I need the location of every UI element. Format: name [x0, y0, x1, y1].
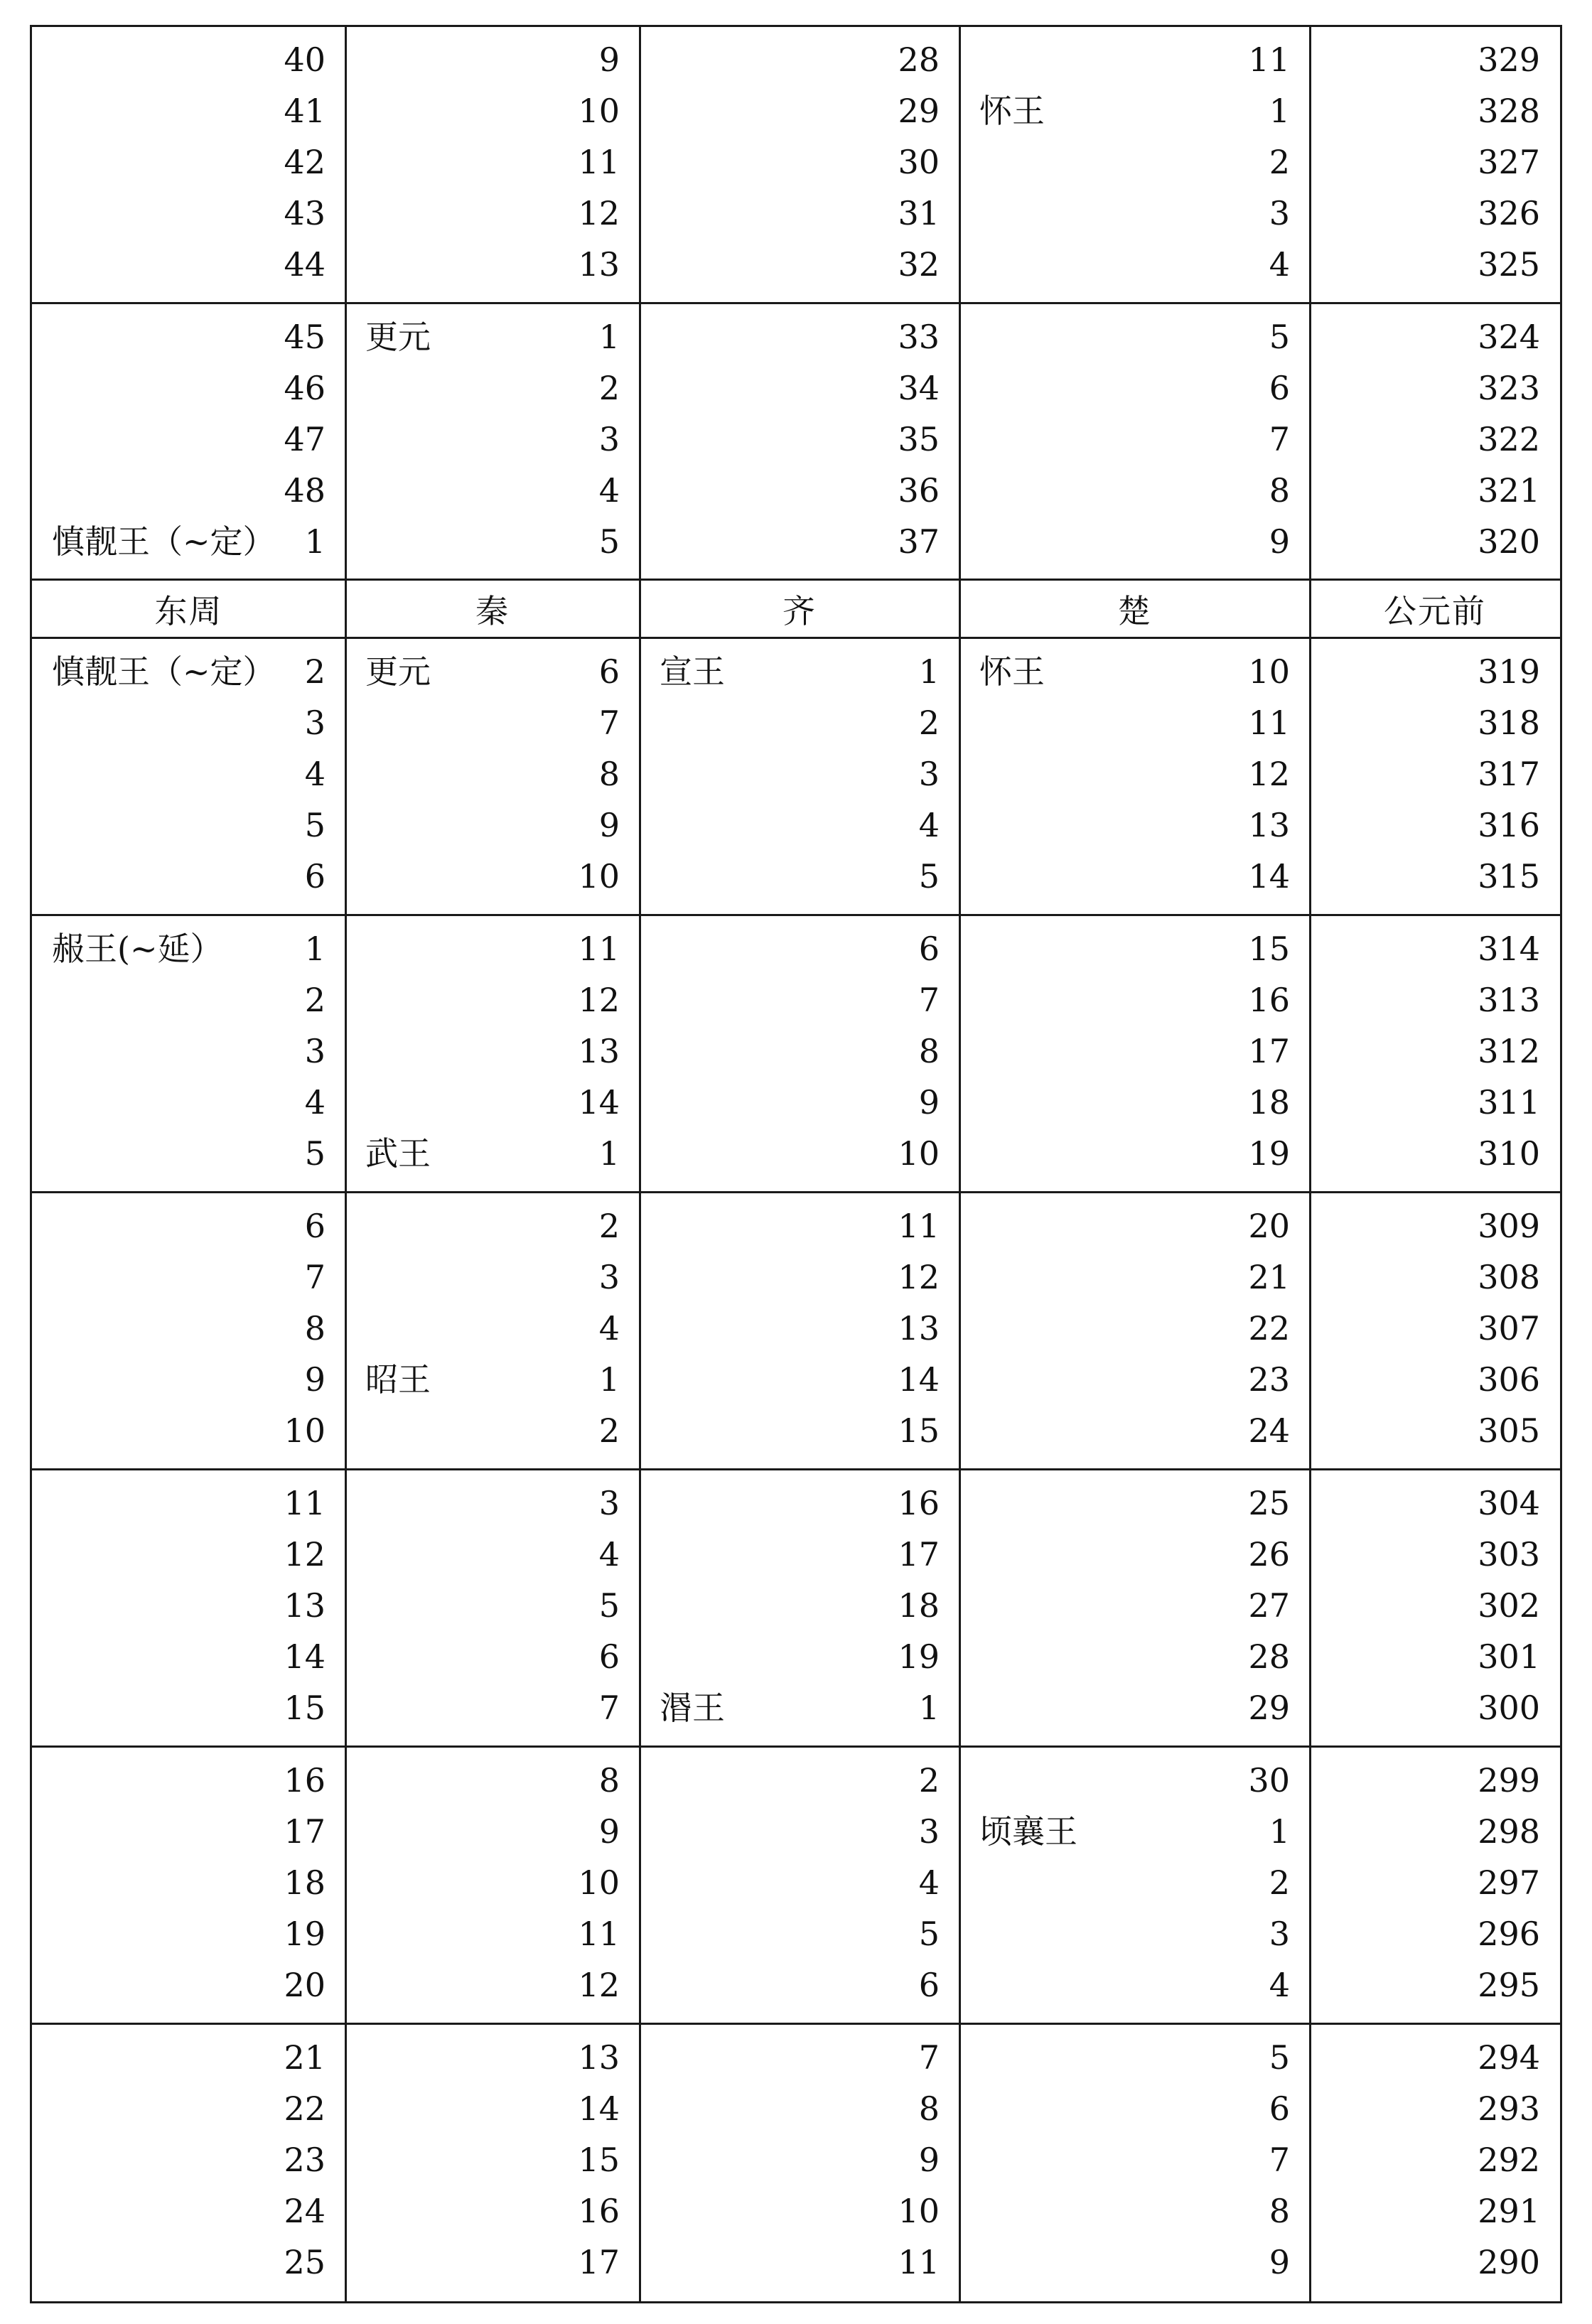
year-number: 43 [284, 194, 326, 232]
year-number: 17 [1248, 1032, 1290, 1070]
year-number: 9 [304, 1360, 326, 1399]
year-number: 25 [1248, 1484, 1290, 1522]
year-number: 15 [1248, 930, 1290, 968]
year-number: 22 [284, 2089, 326, 2128]
year-number: 21 [284, 2038, 326, 2077]
year-number: 4 [598, 1535, 620, 1573]
year-number: 5 [304, 806, 326, 844]
year-number: 4 [598, 1309, 620, 1347]
year-number: 28 [1248, 1637, 1290, 1676]
column-header: 秦 [475, 591, 510, 630]
year-number: 1 [1269, 92, 1290, 130]
header-row [32, 581, 1560, 639]
year-number: 32 [898, 245, 940, 284]
year-block [32, 1470, 1560, 1748]
year-number: 13 [1248, 806, 1290, 844]
year-number: 9 [598, 41, 620, 79]
year-number: 17 [284, 1812, 326, 1851]
year-number: 35 [898, 420, 940, 458]
year-number: 9 [598, 1812, 620, 1851]
year-number: 1 [598, 318, 620, 356]
year-number: 293 [1478, 2089, 1540, 2128]
year-number: 15 [284, 1689, 326, 1727]
year-number: 26 [1248, 1535, 1290, 1573]
year-number: 300 [1478, 1689, 1540, 1727]
reign-name: 湣王 [660, 1689, 725, 1727]
year-number: 7 [918, 2038, 940, 2077]
year-number: 19 [898, 1637, 940, 1676]
year-number: 27 [1248, 1586, 1290, 1625]
year-block [32, 639, 1560, 916]
year-number: 6 [304, 1207, 326, 1245]
year-number: 19 [1248, 1134, 1290, 1173]
year-number: 24 [284, 2192, 326, 2230]
reign-name: 怀王 [979, 652, 1045, 691]
year-number: 1 [304, 930, 326, 968]
year-number: 37 [898, 522, 940, 561]
year-number: 3 [304, 704, 326, 742]
year-number: 4 [918, 1863, 940, 1902]
year-block [32, 1748, 1560, 2025]
column-header: 公元前 [1384, 591, 1486, 630]
year-number: 12 [578, 981, 620, 1019]
year-number: 14 [284, 1637, 326, 1676]
year-number: 308 [1478, 1258, 1540, 1296]
year-number: 10 [578, 92, 620, 130]
year-number: 34 [898, 369, 940, 407]
year-number: 2 [918, 1761, 940, 1800]
year-number: 21 [1248, 1258, 1290, 1296]
reign-name: 更元 [365, 318, 431, 356]
reign-name: 更元 [365, 652, 431, 691]
reign-name: 慎靓王（~定） [52, 522, 276, 561]
year-number: 2 [598, 369, 620, 407]
reign-name: 怀王 [979, 92, 1045, 130]
year-number: 297 [1478, 1863, 1540, 1902]
year-number: 325 [1478, 245, 1540, 284]
year-number: 3 [598, 420, 620, 458]
year-number: 6 [1269, 2089, 1290, 2128]
year-number: 7 [598, 1689, 620, 1727]
year-number: 8 [598, 755, 620, 793]
year-number: 16 [284, 1761, 326, 1800]
year-number: 3 [304, 1032, 326, 1070]
year-number: 2 [1269, 143, 1290, 181]
year-number: 3 [918, 1812, 940, 1851]
year-number: 8 [918, 1032, 940, 1070]
reign-name: 宣王 [660, 652, 725, 691]
year-number: 3 [1269, 194, 1290, 232]
year-number: 326 [1478, 194, 1540, 232]
year-number: 30 [898, 143, 940, 181]
year-number: 23 [284, 2141, 326, 2179]
year-number: 6 [918, 1966, 940, 2004]
year-number: 296 [1478, 1915, 1540, 1953]
year-number: 8 [598, 1761, 620, 1800]
year-number: 290 [1478, 2243, 1540, 2281]
year-number: 9 [918, 2141, 940, 2179]
year-number: 3 [1269, 1915, 1290, 1953]
year-number: 3 [918, 755, 940, 793]
year-number: 302 [1478, 1586, 1540, 1625]
year-number: 2 [598, 1207, 620, 1245]
year-number: 5 [598, 522, 620, 561]
year-number: 311 [1478, 1083, 1540, 1121]
year-number: 1 [918, 652, 940, 691]
year-number: 15 [898, 1411, 940, 1450]
year-number: 10 [284, 1411, 326, 1450]
year-number: 46 [284, 369, 326, 407]
year-number: 30 [1248, 1761, 1290, 1800]
year-number: 8 [304, 1309, 326, 1347]
year-number: 1 [918, 1689, 940, 1727]
column-header: 东周 [154, 591, 223, 630]
chronology-table [30, 25, 1562, 2303]
year-number: 10 [578, 857, 620, 895]
year-number: 4 [1269, 1966, 1290, 2004]
year-number: 298 [1478, 1812, 1540, 1851]
reign-name: 昭王 [365, 1360, 431, 1399]
year-number: 2 [304, 981, 326, 1019]
year-number: 299 [1478, 1761, 1540, 1800]
year-number: 7 [1269, 420, 1290, 458]
year-number: 7 [598, 704, 620, 742]
year-number: 320 [1478, 522, 1540, 561]
year-number: 329 [1478, 41, 1540, 79]
year-number: 5 [598, 1586, 620, 1625]
year-number: 1 [304, 522, 326, 561]
year-number: 309 [1478, 1207, 1540, 1245]
year-number: 4 [304, 1083, 326, 1121]
year-number: 295 [1478, 1966, 1540, 2004]
year-block [32, 2025, 1560, 2301]
year-number: 12 [578, 194, 620, 232]
year-number: 14 [578, 1083, 620, 1121]
year-number: 9 [918, 1083, 940, 1121]
year-block [32, 27, 1560, 304]
year-number: 6 [598, 1637, 620, 1676]
year-number: 307 [1478, 1309, 1540, 1347]
year-number: 305 [1478, 1411, 1540, 1450]
year-number: 13 [578, 245, 620, 284]
year-number: 314 [1478, 930, 1540, 968]
year-number: 11 [898, 1207, 940, 1245]
year-number: 14 [1248, 857, 1290, 895]
year-number: 17 [898, 1535, 940, 1573]
year-number: 9 [1269, 2243, 1290, 2281]
year-number: 28 [898, 41, 940, 79]
year-number: 322 [1478, 420, 1540, 458]
year-number: 20 [1248, 1207, 1290, 1245]
year-number: 10 [1248, 652, 1290, 691]
year-number: 319 [1478, 652, 1540, 691]
year-number: 323 [1478, 369, 1540, 407]
year-number: 11 [1248, 704, 1290, 742]
year-number: 4 [1269, 245, 1290, 284]
year-number: 12 [898, 1258, 940, 1296]
year-number: 301 [1478, 1637, 1540, 1676]
year-number: 12 [578, 1966, 620, 2004]
year-number: 13 [284, 1586, 326, 1625]
year-number: 11 [578, 930, 620, 968]
year-number: 11 [284, 1484, 326, 1522]
year-number: 36 [898, 471, 940, 510]
year-number: 13 [898, 1309, 940, 1347]
year-number: 6 [918, 930, 940, 968]
year-number: 13 [578, 2038, 620, 2077]
year-number: 327 [1478, 143, 1540, 181]
column-header: 齐 [782, 591, 817, 630]
year-number: 1 [598, 1360, 620, 1399]
year-number: 7 [918, 981, 940, 1019]
year-number: 16 [1248, 981, 1290, 1019]
year-number: 294 [1478, 2038, 1540, 2077]
year-number: 4 [918, 806, 940, 844]
year-number: 11 [578, 143, 620, 181]
year-number: 24 [1248, 1411, 1290, 1450]
year-number: 315 [1478, 857, 1540, 895]
year-number: 16 [578, 2192, 620, 2230]
year-number: 12 [1248, 755, 1290, 793]
year-number: 40 [284, 41, 326, 79]
year-number: 292 [1478, 2141, 1540, 2179]
year-number: 13 [578, 1032, 620, 1070]
year-number: 45 [284, 318, 326, 356]
year-number: 22 [1248, 1309, 1290, 1347]
year-number: 10 [898, 1134, 940, 1173]
year-block [32, 1193, 1560, 1470]
year-number: 18 [284, 1863, 326, 1902]
year-number: 8 [1269, 2192, 1290, 2230]
year-number: 17 [578, 2243, 620, 2281]
year-number: 3 [598, 1484, 620, 1522]
year-number: 23 [1248, 1360, 1290, 1399]
year-number: 16 [898, 1484, 940, 1522]
year-number: 5 [1269, 318, 1290, 356]
year-number: 11 [578, 1915, 620, 1953]
year-number: 41 [284, 92, 326, 130]
year-number: 42 [284, 143, 326, 181]
year-number: 5 [304, 1134, 326, 1173]
year-number: 310 [1478, 1134, 1540, 1173]
year-number: 6 [598, 652, 620, 691]
year-number: 10 [898, 2192, 940, 2230]
year-number: 8 [918, 2089, 940, 2128]
year-number: 304 [1478, 1484, 1540, 1522]
reign-name: 慎靓王（~定） [52, 652, 276, 691]
year-number: 5 [918, 1915, 940, 1953]
year-number: 29 [1248, 1689, 1290, 1727]
year-number: 11 [898, 2243, 940, 2281]
year-number: 9 [598, 806, 620, 844]
year-number: 29 [898, 92, 940, 130]
year-number: 2 [304, 652, 326, 691]
year-number: 10 [578, 1863, 620, 1902]
year-number: 321 [1478, 471, 1540, 510]
year-number: 5 [918, 857, 940, 895]
year-number: 2 [598, 1411, 620, 1450]
year-number: 2 [918, 704, 940, 742]
year-number: 7 [1269, 2141, 1290, 2179]
year-number: 317 [1478, 755, 1540, 793]
year-number: 8 [1269, 471, 1290, 510]
year-number: 324 [1478, 318, 1540, 356]
year-number: 313 [1478, 981, 1540, 1019]
year-number: 4 [598, 471, 620, 510]
year-number: 3 [598, 1258, 620, 1296]
year-number: 48 [284, 471, 326, 510]
year-number: 303 [1478, 1535, 1540, 1573]
year-number: 316 [1478, 806, 1540, 844]
year-number: 25 [284, 2243, 326, 2281]
reign-name: 武王 [365, 1134, 431, 1173]
year-number: 14 [578, 2089, 620, 2128]
year-number: 18 [898, 1586, 940, 1625]
year-number: 6 [304, 857, 326, 895]
year-number: 19 [284, 1915, 326, 1953]
year-number: 318 [1478, 704, 1540, 742]
year-number: 328 [1478, 92, 1540, 130]
year-number: 6 [1269, 369, 1290, 407]
year-number: 20 [284, 1966, 326, 2004]
year-number: 312 [1478, 1032, 1540, 1070]
year-number: 47 [284, 420, 326, 458]
year-number: 33 [898, 318, 940, 356]
year-number: 306 [1478, 1360, 1540, 1399]
year-block [32, 916, 1560, 1193]
year-number: 31 [898, 194, 940, 232]
year-number: 18 [1248, 1083, 1290, 1121]
year-number: 9 [1269, 522, 1290, 561]
year-block [32, 304, 1560, 581]
year-number: 291 [1478, 2192, 1540, 2230]
year-number: 44 [284, 245, 326, 284]
year-number: 2 [1269, 1863, 1290, 1902]
reign-name: 顷襄王 [979, 1812, 1077, 1851]
year-number: 5 [1269, 2038, 1290, 2077]
column-header: 楚 [1117, 591, 1152, 630]
year-number: 1 [1269, 1812, 1290, 1851]
year-number: 14 [898, 1360, 940, 1399]
year-number: 12 [284, 1535, 326, 1573]
reign-name: 赧王(~延） [52, 930, 223, 968]
year-number: 7 [304, 1258, 326, 1296]
year-number: 11 [1248, 41, 1290, 79]
year-number: 4 [304, 755, 326, 793]
year-number: 15 [578, 2141, 620, 2179]
year-number: 1 [598, 1134, 620, 1173]
